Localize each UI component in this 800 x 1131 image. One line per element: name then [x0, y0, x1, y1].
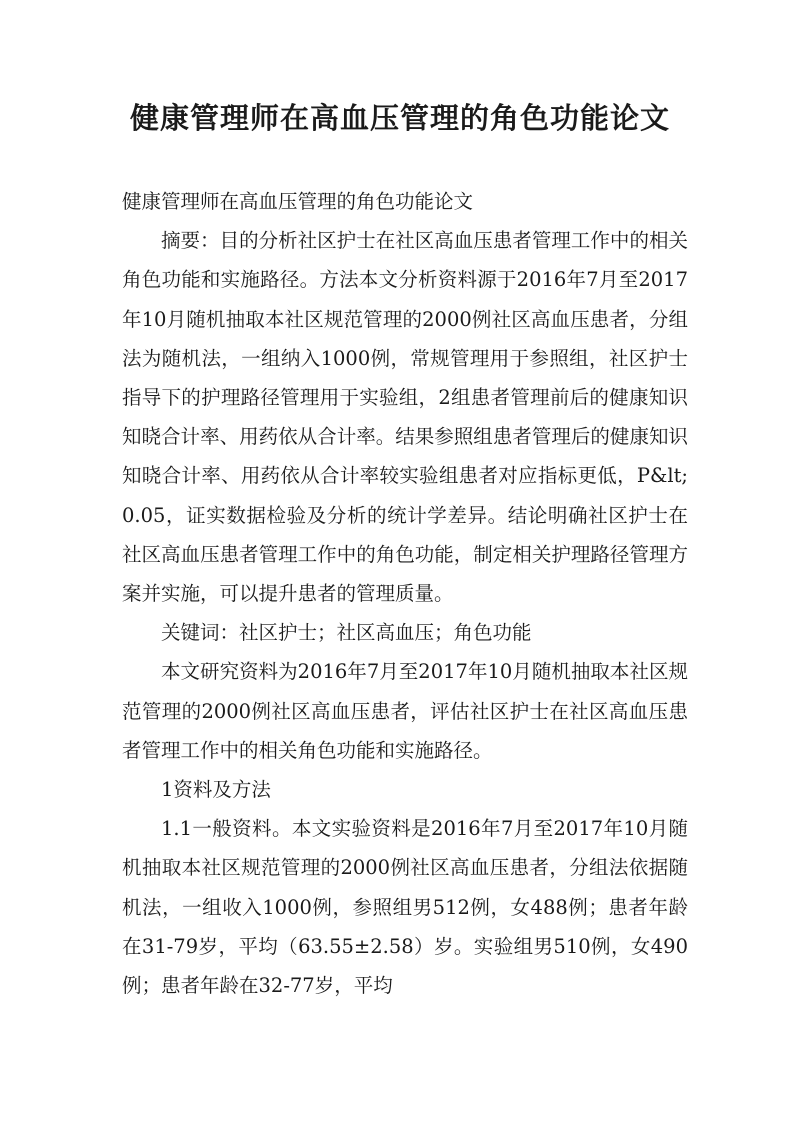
- document-title: 健康管理师在高血压管理的角色功能论文: [129, 101, 670, 135]
- section-1-1-paragraph: 1.1一般资料。本文实验资料是2016年7月至2017年10月随机抽取本社区规范管理的2000例社区高血压患者，分组法依据随机法，一组收入1000例，参照组男512例，女488例；患者年龄在31-79岁，平均（63.55±2.58）岁。实验组男510例，女490例；患者年龄在32-77岁，平均: [122, 817, 688, 998]
- intro-paragraph: 本文研究资料为2016年7月至2017年10月随机抽取本社区规范管理的2000例社区高血压患者，评估社区护士在社区高血压患者管理工作中的相关角色功能和实施路径。: [122, 660, 688, 762]
- abstract-paragraph: 摘要：目的分析社区护士在社区高血压患者管理工作中的相关角色功能和实施路径。方法本文分析资料源于2016年7月至2017年10月随机抽取本社区规范管理的2000例社区高血压患者，分组法为随机法，一组纳入1000例，常规管理用于参照组，社区护士指导下的护理路径管理用于实验组，2组患者管理前后的健康知识知晓合计率、用药依从合计率。结果参照组患者管理后的健康知识知晓合计率、用药依从合计率较实验组患者对应指标更低，P&lt;0.05，证实数据检验及分析的统计学差异。结论明确社区护士在社区高血压患者管理工作中的角色功能，制定相关护理路径管理方案并实施，可以提升患者的管理质量。: [122, 229, 688, 606]
- document-body: [122, 182, 688, 1005]
- keywords-paragraph: 关键词：社区护士；社区高血压；角色功能: [161, 621, 532, 645]
- section-heading-1: 1资料及方法: [161, 778, 271, 802]
- body-subtitle: 健康管理师在高血压管理的角色功能论文: [122, 190, 474, 213]
